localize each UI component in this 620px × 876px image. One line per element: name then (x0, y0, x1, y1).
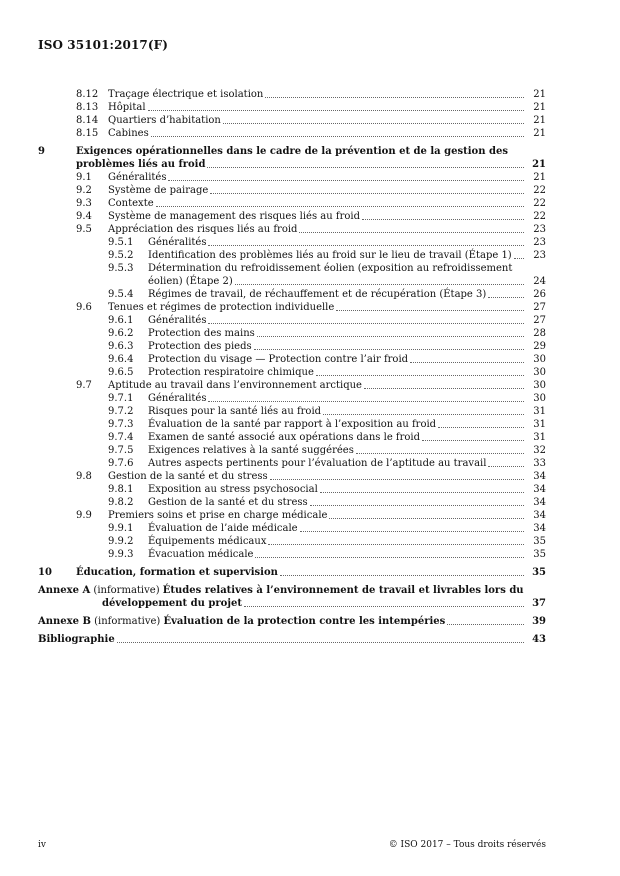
toc-entry[interactable] (0, 340, 620, 353)
toc-entry[interactable] (0, 522, 620, 535)
toc-entry-title: Évacuation médicale (148, 549, 254, 560)
toc-entry-page: 35 (533, 536, 546, 547)
toc-entry-leader (108, 171, 526, 184)
toc-entry-page: 22 (533, 198, 546, 209)
toc-entry-title: Contexte (108, 198, 154, 209)
toc-entry-number: 10 (38, 567, 52, 578)
copyright-notice: © ISO 2017 – Tous droits réservés (388, 840, 546, 850)
toc-entry-number: 9.6.5 (108, 367, 134, 378)
toc-entry-number: 9 (38, 146, 45, 157)
toc-entry-title: Système de management des risques liés au froid (108, 211, 360, 222)
toc-entry-leader (76, 158, 526, 171)
toc-entry-number: 8.14 (76, 115, 99, 126)
toc-entry-title: Tenues et régimes de protection individuelle (108, 302, 335, 313)
toc-entry-leader (108, 223, 526, 236)
toc-entry-number: 9.6.2 (108, 328, 134, 339)
toc-entry-title: Protection respiratoire chimique (148, 367, 314, 378)
toc-entry-number: 9.5 (76, 224, 92, 235)
toc-entry-leader (102, 597, 526, 610)
toc-entry[interactable] (0, 548, 620, 561)
toc-entry-page: 43 (532, 634, 546, 645)
toc-entry[interactable] (0, 418, 620, 431)
toc-entry-number: 8.13 (76, 102, 99, 113)
toc-entry[interactable] (0, 509, 620, 522)
toc-entry[interactable] (0, 101, 620, 114)
toc-entry[interactable] (0, 584, 620, 610)
annex-type: (informative) (94, 616, 161, 627)
toc-entry-page: 30 (533, 354, 546, 365)
toc-entry-leader (108, 301, 526, 314)
toc-entry[interactable] (0, 88, 620, 101)
toc-entry[interactable] (0, 566, 620, 579)
toc-entry-leader (148, 535, 526, 548)
toc-entry-leader (148, 236, 526, 249)
toc-entry-page: 35 (532, 567, 546, 578)
page-number: iv (38, 840, 46, 850)
toc-entry[interactable] (0, 314, 620, 327)
toc-entry-number: 9.6 (76, 302, 92, 313)
toc-entry-page: 27 (533, 315, 546, 326)
toc-entry-leader (108, 379, 526, 392)
toc-entry-title: Exposition au stress psychosocial (148, 484, 318, 495)
toc-entry-page: 34 (533, 510, 546, 521)
toc-entry-number: 9.5.3 (108, 263, 134, 274)
toc-entry-title: Traçage électrique et isolation (108, 89, 264, 100)
toc-entry-leader (148, 405, 526, 418)
toc-entry-page: 34 (533, 484, 546, 495)
toc-entry-number: 9.7 (76, 380, 92, 391)
toc-entry-page: 21 (533, 89, 546, 100)
toc-entry-title: Protection du visage — Protection contre l’air froid (148, 354, 409, 365)
toc-entry-leader (108, 197, 526, 210)
toc-entry-number: 9.6.4 (108, 354, 134, 365)
toc-entry[interactable] (0, 444, 620, 457)
toc-entry-number: 9.9 (76, 510, 92, 521)
toc-entry-leader (148, 314, 526, 327)
toc-entry-leader (148, 340, 526, 353)
toc-entry-number: 9.8.2 (108, 497, 134, 508)
toc-entry-title-line (76, 145, 508, 158)
toc-entry-title: Généralités (148, 237, 207, 248)
toc-entry[interactable] (0, 301, 620, 314)
toc-entry-page: 28 (533, 328, 546, 339)
toc-entry-page: 34 (533, 471, 546, 482)
toc-entry[interactable] (0, 249, 620, 262)
toc-entry-number: 8.15 (76, 128, 99, 139)
toc-entry-leader (108, 509, 526, 522)
toc-entry-title: Bibliographie (38, 634, 115, 645)
toc-entry-number: 9.7.4 (108, 432, 134, 443)
toc-entry-title: Premiers soins et prise en charge médicale (108, 510, 328, 521)
toc-entry-number: 9.9.1 (108, 523, 134, 534)
toc-entry-page: 21 (533, 115, 546, 126)
document-header: ISO 35101:2017(F) (38, 38, 169, 52)
toc-entry-leader (108, 88, 526, 101)
toc-entry-number: 9.7.1 (108, 393, 134, 404)
toc-entry[interactable] (0, 379, 620, 392)
toc-entry-leader (108, 184, 526, 197)
toc-entry-number: 9.9.3 (108, 549, 134, 560)
toc-entry-title: Quartiers d’habitation (108, 115, 221, 126)
toc-entry-title: Évaluation de la santé par rapport à l’exposition au froid (148, 419, 437, 430)
toc-entry-title: Exigences relatives à la santé suggérées (148, 445, 354, 456)
toc-entry-leader (108, 470, 526, 483)
toc-entry[interactable] (0, 210, 620, 223)
toc-entry-title: Aptitude au travail dans l’environnement arctique (108, 380, 362, 391)
toc-entry-title: Protection des pieds (148, 341, 252, 352)
toc-entry-page: 21 (532, 159, 546, 170)
toc-entry-title: Cabines (108, 128, 149, 139)
toc-entry-leader (148, 327, 526, 340)
toc-entry-leader (108, 127, 526, 140)
toc-entry-number: 9.7.3 (108, 419, 134, 430)
toc-entry-leader (148, 418, 526, 431)
toc-entry-leader (148, 353, 526, 366)
toc-entry-page: 22 (533, 211, 546, 222)
annex-label: Annexe B (38, 616, 91, 627)
toc-entry-title: Généralités (148, 315, 207, 326)
toc-entry-leader (148, 288, 526, 301)
toc-entry-page: 23 (533, 250, 546, 261)
toc-entry[interactable] (0, 496, 620, 509)
toc-entry[interactable] (0, 353, 620, 366)
toc-entry[interactable] (0, 405, 620, 418)
toc-entry-number: 9.1 (76, 172, 92, 183)
toc-entry-page: 23 (533, 224, 546, 235)
toc-entry-title: Éducation, formation et supervision (76, 567, 278, 578)
toc-entry[interactable] (0, 470, 620, 483)
toc-entry-title: Gestion de la santé et du stress (108, 471, 268, 482)
toc-entry[interactable] (0, 366, 620, 379)
toc-entry-title: Généralités (108, 172, 167, 183)
toc-entry-title: développement du projet (102, 598, 242, 609)
toc-entry-page: 21 (533, 172, 546, 183)
toc-entry-leader (76, 566, 526, 579)
toc-entry-title: Équipements médicaux (148, 536, 267, 547)
toc-entry-page: 22 (533, 185, 546, 196)
toc-entry[interactable] (0, 535, 620, 548)
toc-entry[interactable] (0, 262, 620, 288)
toc-entry-number: 9.7.6 (108, 458, 134, 469)
toc-entry[interactable] (0, 171, 620, 184)
toc-entry-page: 31 (533, 406, 546, 417)
toc-entry-title: Protection des mains (148, 328, 255, 339)
toc-entry-leader (108, 101, 526, 114)
toc-entry-page: 30 (533, 367, 546, 378)
toc-entry-leader (148, 522, 526, 535)
toc-entry-title: Généralités (148, 393, 207, 404)
toc-entry-page: 30 (533, 393, 546, 404)
toc-entry-page: 26 (533, 289, 546, 300)
toc-entry-page: 33 (533, 458, 546, 469)
toc-entry-leader (148, 431, 526, 444)
toc-entry-number: 9.8 (76, 471, 92, 482)
toc-entry-number: 9.7.5 (108, 445, 134, 456)
toc-entry-leader (148, 275, 526, 288)
toc-entry[interactable] (0, 288, 620, 301)
toc-entry-number: 9.6.3 (108, 341, 134, 352)
toc-entry[interactable] (0, 327, 620, 340)
toc-entry-leader (148, 249, 526, 262)
toc-entry-title: Exigences opérationnelles dans le cadre de la prévention et de la gestion des (76, 146, 508, 157)
toc-entry[interactable] (0, 392, 620, 405)
toc-entry-leader (148, 496, 526, 509)
toc-entry-leader (108, 210, 526, 223)
toc-entry[interactable] (0, 236, 620, 249)
toc-entry[interactable] (0, 457, 620, 470)
toc-entry-page: 23 (533, 237, 546, 248)
toc-entry-title: Études relatives à l’environnement de travail et livrables lors du (162, 585, 524, 596)
toc-entry-title: Identification des problèmes liés au froid sur le lieu de travail (Étape 1) (148, 250, 512, 261)
toc-entry-page: 29 (533, 341, 546, 352)
toc-entry-title: Système de pairage (108, 185, 209, 196)
toc-entry-number: 9.5.1 (108, 237, 134, 248)
toc-entry-page: 21 (533, 128, 546, 139)
toc-entry-number: 9.8.1 (108, 484, 134, 495)
toc-entry-leader (38, 633, 526, 646)
toc-entry-page: 37 (532, 598, 546, 609)
toc-entry-leader (148, 392, 526, 405)
toc-entry-page: 34 (533, 497, 546, 508)
toc-entry-leader (148, 457, 526, 470)
annex-label: Annexe A (38, 585, 91, 596)
toc-entry-title: Régimes de travail, de réchauffement et de récupération (Étape 3) (148, 289, 487, 300)
toc-entry-number: 9.6.1 (108, 315, 134, 326)
toc-entry-page: 21 (533, 102, 546, 113)
toc-entry-title: Risques pour la santé liés au froid (148, 406, 322, 417)
annex-type: (informative) (93, 585, 160, 596)
toc-entry-number: 9.4 (76, 211, 92, 222)
toc-entry-page: 30 (533, 380, 546, 391)
toc-entry[interactable] (0, 615, 620, 628)
toc-entry-title: éolien) (Étape 2) (148, 276, 233, 287)
toc-entry-page: 32 (533, 445, 546, 456)
toc-entry-leader (38, 615, 526, 628)
toc-entry-number: 9.5.4 (108, 289, 134, 300)
toc-entry-title: Détermination du refroidissement éolien (exposition au refroidissement (148, 263, 513, 274)
toc-entry-page: 24 (533, 276, 546, 287)
toc-entry[interactable] (0, 223, 620, 236)
toc-entry[interactable] (0, 145, 620, 171)
toc-entry-leader (148, 366, 526, 379)
toc-entry-leader (108, 114, 526, 127)
toc-entry-title: Examen de santé associé aux opérations dans le froid (148, 432, 421, 443)
toc-entry-leader (148, 444, 526, 457)
toc-entry-number: 9.3 (76, 198, 92, 209)
toc-entry[interactable] (0, 197, 620, 210)
toc-entry-title-line (148, 262, 512, 275)
toc-entry[interactable] (0, 127, 620, 140)
toc-entry-title: Hôpital (108, 102, 146, 113)
toc-entry[interactable] (0, 114, 620, 127)
toc-entry-number: 9.9.2 (108, 536, 134, 547)
toc-entry-number: 9.5.2 (108, 250, 134, 261)
toc-entry-number: 9.2 (76, 185, 92, 196)
toc-entry-page: 34 (533, 523, 546, 534)
toc-entry-title: Appréciation des risques liés au froid (108, 224, 298, 235)
toc-entry-page: 27 (533, 302, 546, 313)
toc-entry-title: Gestion de la santé et du stress (148, 497, 308, 508)
toc-entry-title-line (38, 584, 524, 597)
toc-entry-number: 9.7.2 (108, 406, 134, 417)
toc-entry-title: problèmes liés au froid (76, 159, 206, 170)
toc-entry-number: 8.12 (76, 89, 99, 100)
toc-entry[interactable] (0, 633, 620, 646)
toc-entry-title: Évaluation de l’aide médicale (148, 523, 298, 534)
toc-entry-page: 31 (533, 432, 546, 443)
toc-entry-page: 35 (533, 549, 546, 560)
toc-entry-title: Autres aspects pertinents pour l’évaluation de l’aptitude au travail (148, 458, 487, 469)
toc-entry-leader (148, 548, 526, 561)
toc-entry-page: 39 (532, 616, 546, 627)
toc-entry-leader (148, 483, 526, 496)
toc-entry[interactable] (0, 431, 620, 444)
toc-entry[interactable] (0, 483, 620, 496)
toc-entry-title: Évaluation de la protection contre les intempéries (163, 616, 446, 627)
toc-entry[interactable] (0, 184, 620, 197)
toc-entry-page: 31 (533, 419, 546, 430)
